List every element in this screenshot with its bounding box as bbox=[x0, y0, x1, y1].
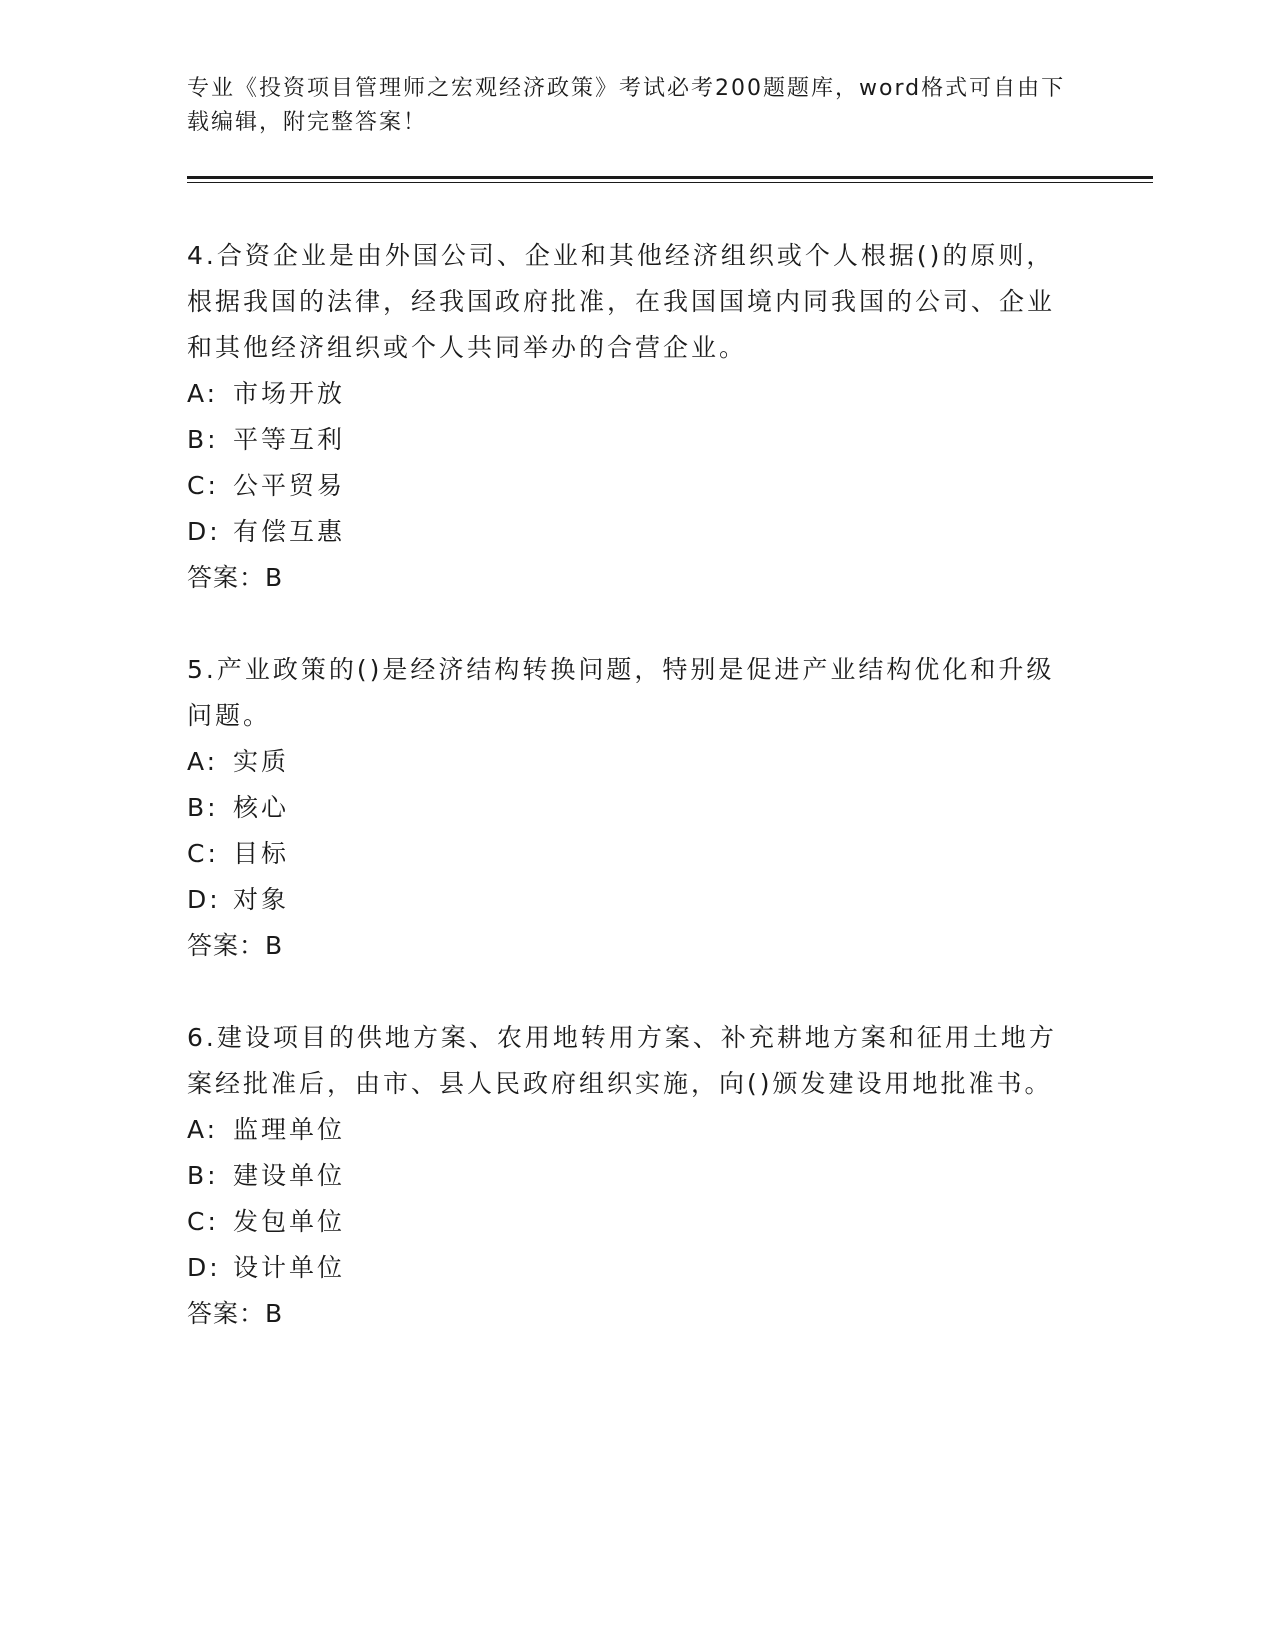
option-key: D: bbox=[187, 517, 221, 546]
option-b bbox=[187, 1153, 1067, 1199]
option-key: B: bbox=[187, 1161, 219, 1190]
option-c bbox=[187, 463, 1067, 509]
option-a bbox=[187, 1107, 1067, 1153]
question-block bbox=[187, 233, 1067, 601]
question-stem: 5.产业政策的()是经济结构转换问题，特别是促进产业结构优化和升级问题。 bbox=[187, 655, 1055, 730]
option-b bbox=[187, 417, 1067, 463]
option-d bbox=[187, 1245, 1067, 1291]
option-text: 目标 bbox=[233, 839, 290, 868]
header-divider-thin bbox=[187, 182, 1153, 183]
option-key: C: bbox=[187, 1207, 219, 1236]
answer-line: 答案：B bbox=[187, 931, 284, 960]
answer-line: 答案：B bbox=[187, 563, 284, 592]
option-key: A: bbox=[187, 1115, 219, 1144]
option-text: 设计单位 bbox=[233, 1253, 346, 1282]
option-d bbox=[187, 877, 1067, 923]
question-stem: 4.合资企业是由外国公司、企业和其他经济组织或个人根据()的原则，根据我国的法律，经我国政府批准，在我国国境内同我国的公司、企业和其他经济组织或个人共同举办的合营企业。 bbox=[187, 241, 1056, 362]
option-text: 实质 bbox=[233, 747, 290, 776]
option-b bbox=[187, 785, 1067, 831]
document-header: 专业《投资项目管理师之宏观经济政策》考试必考200题题库，word格式可自由下载编辑，附完整答案！ bbox=[187, 76, 1066, 135]
option-text: 核心 bbox=[233, 793, 290, 822]
option-text: 发包单位 bbox=[233, 1207, 346, 1236]
header-divider-thick bbox=[187, 176, 1153, 179]
option-a bbox=[187, 371, 1067, 417]
option-key: D: bbox=[187, 1253, 221, 1282]
option-text: 公平贸易 bbox=[233, 471, 346, 500]
answer-line: 答案：B bbox=[187, 1299, 284, 1328]
question-block bbox=[187, 647, 1067, 969]
option-c bbox=[187, 831, 1067, 877]
option-key: A: bbox=[187, 379, 219, 408]
option-text: 建设单位 bbox=[233, 1161, 346, 1190]
option-text: 平等互利 bbox=[233, 425, 346, 454]
question-block bbox=[187, 1015, 1067, 1337]
option-key: B: bbox=[187, 793, 219, 822]
option-text: 监理单位 bbox=[233, 1115, 346, 1144]
option-text: 市场开放 bbox=[233, 379, 346, 408]
option-key: A: bbox=[187, 747, 219, 776]
option-text: 对象 bbox=[233, 885, 290, 914]
option-key: D: bbox=[187, 885, 221, 914]
option-c bbox=[187, 1199, 1067, 1245]
option-key: C: bbox=[187, 839, 219, 868]
option-d bbox=[187, 509, 1067, 555]
option-key: B: bbox=[187, 425, 219, 454]
option-key: C: bbox=[187, 471, 219, 500]
option-a bbox=[187, 739, 1067, 785]
option-text: 有偿互惠 bbox=[233, 517, 346, 546]
question-stem: 6.建设项目的供地方案、农用地转用方案、补充耕地方案和征用土地方案经批准后，由市、县人民政府组织实施，向()颁发建设用地批准书。 bbox=[187, 1023, 1057, 1098]
